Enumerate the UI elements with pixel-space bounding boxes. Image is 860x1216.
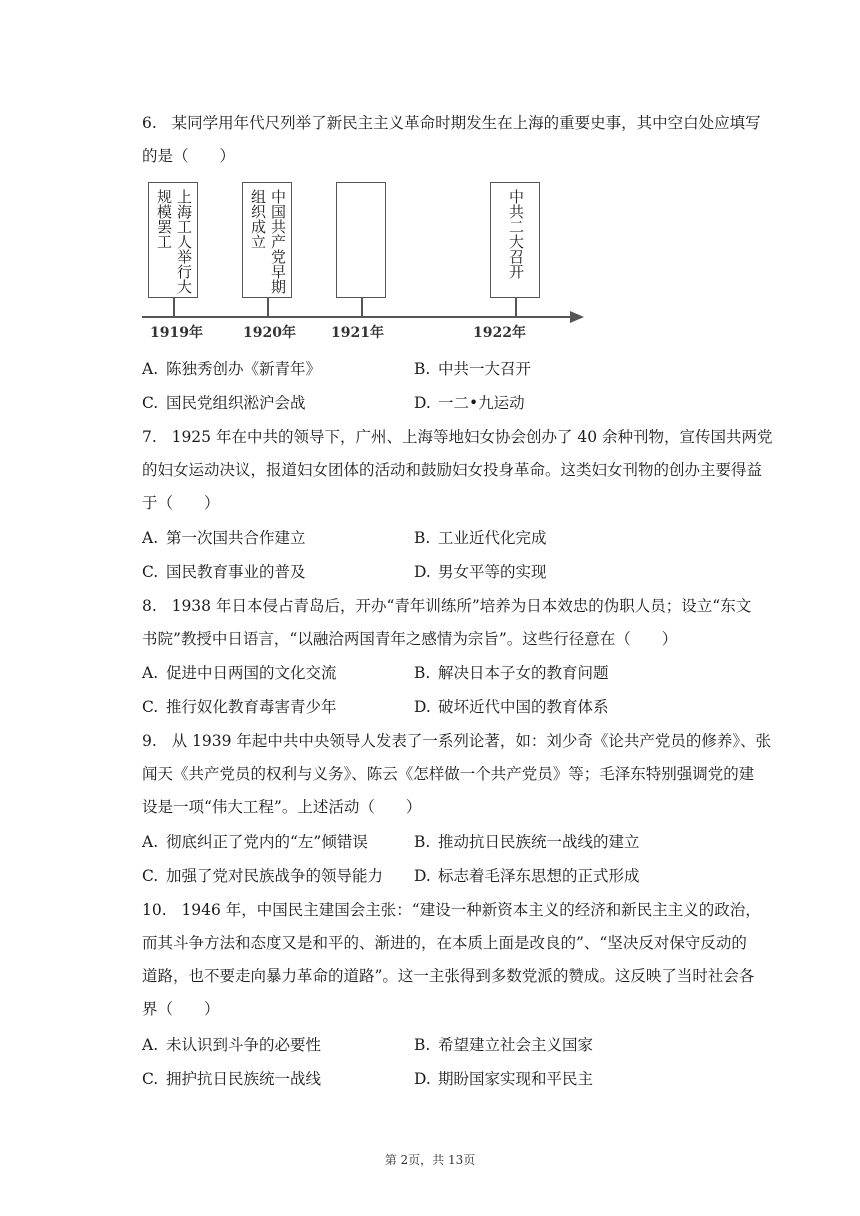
q7-line-1: 7. 1925 年在中共的领导下，广州、上海等地妇女协会创办了 40 余种刊物，宣传国共两党 — [142, 428, 773, 446]
q10-line-1: 10. 1946 年，中国民主建国会主张：“建设一种新资本主义的经济和新民主主义的政治， — [142, 901, 761, 919]
q10-option-d[interactable]: D. 期盼国家实现和平民主 — [414, 1070, 594, 1088]
timeline-arrow-icon — [570, 311, 584, 323]
q10-line-3: 道路，也不要走向暴力革命的道路”。这一主张得到多数党派的赞成。这反映了当时社会各 — [142, 967, 755, 985]
timeline-box-2-text-b: 组织成立 — [249, 189, 267, 249]
timeline-tick — [267, 298, 269, 316]
q10-option-c[interactable]: C. 拥护抗日民族统一战线 — [142, 1070, 322, 1088]
q9-line-2: 闻天《共产党员的权利与义务》、陈云《怎样做一个共产党员》等；毛泽东特别强调党的建 — [142, 765, 755, 783]
timeline-year-label: 1920年 — [243, 325, 296, 341]
q7-line-3: 于（ ） — [142, 494, 220, 512]
q10-line-2: 而其斗争方法和态度又是和平的、渐进的，在本质上面是改良的”、“坚决反对保守反动的 — [142, 934, 747, 952]
timeline-box-1-text-b: 规模罢工 — [155, 189, 173, 249]
timeline-year-label: 1922年 — [473, 325, 526, 341]
timeline-year-label: 1919年 — [150, 325, 203, 341]
q8-line-1: 8. 1938 年日本侵占青岛后，开办“青年训练所”培养为日本效忠的伪职人员；设立“东文 — [142, 597, 752, 615]
q8-line-2: 书院”教授中日语言，“以融洽两国青年之感情为宗旨”。这些行径意在（ ） — [142, 630, 678, 648]
q10-line-4: 界（ ） — [142, 1000, 220, 1018]
q6-option-c[interactable]: C. 国民党组织淞沪会战 — [142, 394, 306, 412]
q9-option-a[interactable]: A. 彻底纠正了党内的“左”倾错误 — [142, 833, 368, 851]
q9-option-d[interactable]: D. 标志着毛泽东思想的正式形成 — [414, 867, 640, 885]
page-footer: 第 2页，共 13页 — [384, 1153, 476, 1167]
timeline-box-2 — [242, 182, 292, 298]
timeline-axis — [142, 316, 572, 318]
q7-option-c[interactable]: C. 国民教育事业的普及 — [142, 563, 306, 581]
q6-line-1: 6. 某同学用年代尺列举了新民主主义革命时期发生在上海的重要史事，其中空白处应填写 — [142, 114, 761, 132]
q7-option-d[interactable]: D. 男女平等的实现 — [414, 563, 547, 581]
q6-line-2: 的是（ ） — [142, 147, 236, 165]
q8-option-c[interactable]: C. 推行奴化教育毒害青少年 — [142, 698, 337, 716]
q7-option-b[interactable]: B. 工业近代化完成 — [414, 529, 547, 547]
q7-line-2: 的妇女运动决议，报道妇女团体的活动和鼓励妇女投身革命。这类妇女刊物的创办主要得益 — [142, 461, 763, 479]
timeline-tick — [361, 298, 363, 316]
timeline-box-1-text-a: 上海工人举行大 — [175, 189, 193, 294]
timeline-tick — [515, 298, 517, 316]
q8-option-b[interactable]: B. 解决日本子女的教育问题 — [414, 664, 609, 682]
q6-option-d[interactable]: D. 一二•九运动 — [414, 394, 525, 412]
timeline-box-4-text: 中共二大召开 — [507, 189, 525, 279]
q7-option-a[interactable]: A. 第一次国共合作建立 — [142, 529, 306, 547]
q6-option-b[interactable]: B. 中共一大召开 — [414, 360, 532, 378]
q6-option-a[interactable]: A. 陈独秀创办《新青年》 — [142, 360, 322, 378]
q10-option-a[interactable]: A. 未认识到斗争的必要性 — [142, 1036, 322, 1054]
timeline-box-blank — [336, 182, 386, 298]
timeline-box-2-text-a: 中国共产党早期 — [269, 189, 287, 294]
timeline-figure — [140, 180, 590, 345]
timeline-year-label: 1921年 — [331, 325, 384, 341]
q8-option-a[interactable]: A. 促进中日两国的文化交流 — [142, 664, 337, 682]
q8-option-d[interactable]: D. 破坏近代中国的教育体系 — [414, 698, 609, 716]
timeline-tick — [173, 298, 175, 316]
q9-line-1: 9. 从 1939 年起中共中央领导人发表了一系列论著，如：刘少奇《论共产党员的修养》、张 — [142, 732, 772, 750]
q10-option-b[interactable]: B. 希望建立社会主义国家 — [414, 1036, 594, 1054]
q9-option-c[interactable]: C. 加强了党对民族战争的领导能力 — [142, 867, 384, 885]
q9-line-3: 设是一项“伟大工程”。上述活动（ ） — [142, 798, 422, 816]
q9-option-b[interactable]: B. 推动抗日民族统一战线的建立 — [414, 833, 640, 851]
timeline-box-4 — [490, 182, 540, 298]
timeline-box-1 — [148, 182, 198, 298]
